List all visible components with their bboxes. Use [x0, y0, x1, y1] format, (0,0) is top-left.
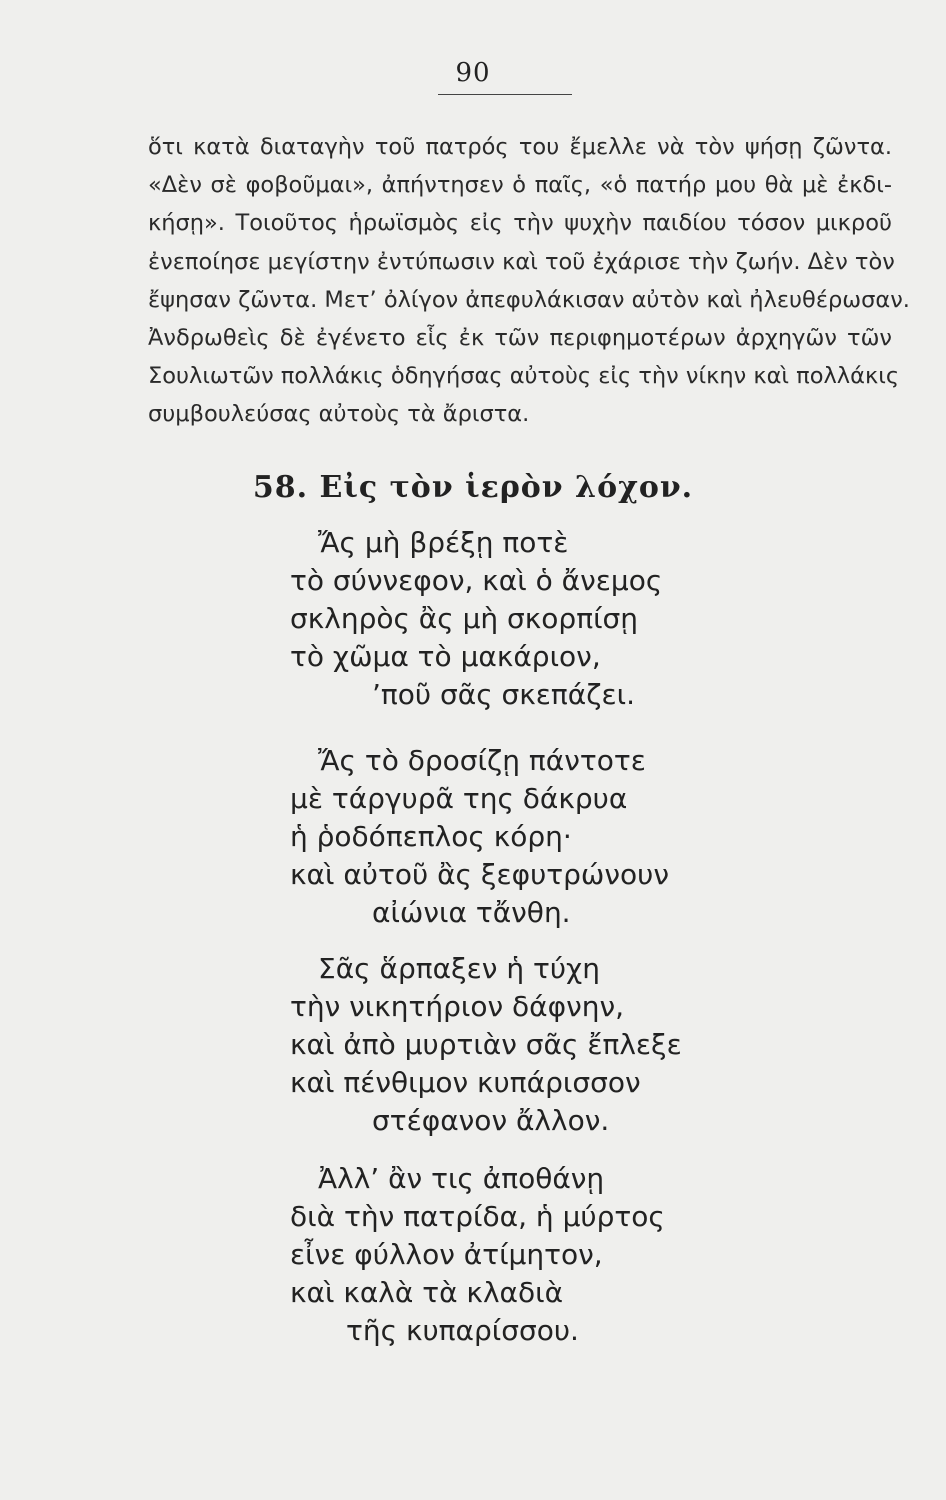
verse-line: τὸ χῶμα τὸ μακάριον,: [290, 640, 601, 673]
prose-block: [148, 128, 910, 434]
prose-line: Ἀνδρωθεὶς δὲ ἐγένετο εἷς ἐκ τῶν περιφημοτέρων ἀρχηγῶν τῶν: [148, 324, 892, 351]
verse-line: Ἄς τὸ δροσίζῃ πάντοτε: [318, 744, 646, 777]
verse-line: ’ποῦ σᾶς σκεπάζει.: [372, 678, 635, 711]
poem-heading: 58. Εἰς τὸν ἱερὸν λόχον.: [252, 470, 694, 505]
prose-line: κήσῃ». Τοιοῦτος ἡρωϊσμὸς εἰς τὴν ψυχὴν παιδίου τόσον μικροῦ: [148, 210, 892, 237]
prose-line: Σουλιωτῶν πολλάκις ὁδηγήσας αὐτοὺς εἰς τὴν νίκην καὶ πολλάκις: [148, 363, 900, 390]
prose-line: «Δὲν σὲ φοβοῦμαι», ἀπήντησεν ὁ παῖς, «ὁ πατήρ μου θὰ μὲ ἐκδι-: [148, 172, 892, 199]
verse-line: τῆς κυπαρίσσου.: [346, 1314, 579, 1347]
verse-line: Σᾶς ἅρπαξεν ἡ τύχη: [318, 952, 600, 985]
verse-line: σκληρὸς ἂς μὴ σκορπίσῃ: [290, 602, 639, 635]
verse-line: τὸ σύννεφον, καὶ ὁ ἄνεμος: [290, 564, 663, 597]
verse-line: τὴν νικητήριον δάφνην,: [290, 990, 625, 1023]
verse-line: καὶ αὐτοῦ ἂς ξεφυτρώνουν: [290, 858, 669, 891]
verse-line: καὶ πένθιμον κυπάρισσον: [290, 1066, 641, 1099]
header-rule: [438, 94, 572, 95]
prose-line: ὅτι κατὰ διαταγὴν τοῦ πατρός του ἔμελλε νὰ τὸν ψήσῃ ζῶντα.: [148, 134, 892, 160]
verse-line: Ἀλλ’ ἂν τις ἀποθάνῃ: [318, 1162, 605, 1195]
prose-line: ἔψησαν ζῶντα. Μετ’ ὀλίγον ἀπεφυλάκισαν αὐτὸν καὶ ἠλευθέρωσαν.: [148, 286, 910, 313]
page-number: 90: [455, 58, 491, 88]
verse-line: διὰ τὴν πατρίδα, ἡ μύρτος: [290, 1200, 665, 1233]
verse-line: καὶ καλὰ τὰ κλαδιὰ: [290, 1276, 564, 1309]
verse-line: αἰώνια τἄνθη.: [372, 896, 571, 929]
verse-line: Ἄς μὴ βρέξῃ ποτὲ: [318, 526, 569, 559]
verse-line: ἡ ῥοδόπεπλος κόρη·: [290, 820, 572, 853]
verse-line: καὶ ἀπὸ μυρτιὰν σᾶς ἔπλεξε: [290, 1028, 682, 1061]
verse-line: στέφανον ἄλλον.: [372, 1104, 610, 1137]
verse-line: μὲ τάργυρᾶ της δάκρυα: [290, 782, 628, 815]
prose-line: συμβουλεύσας αὐτοὺς τὰ ἄριστα.: [148, 401, 530, 428]
verse-line: εἶνε φύλλον ἀτίμητον,: [290, 1238, 603, 1271]
prose-line: ἐνεποίησε μεγίστην ἐντύπωσιν καὶ τοῦ ἐχάρισε τὴν ζωήν. Δὲν τὸν: [148, 248, 895, 275]
